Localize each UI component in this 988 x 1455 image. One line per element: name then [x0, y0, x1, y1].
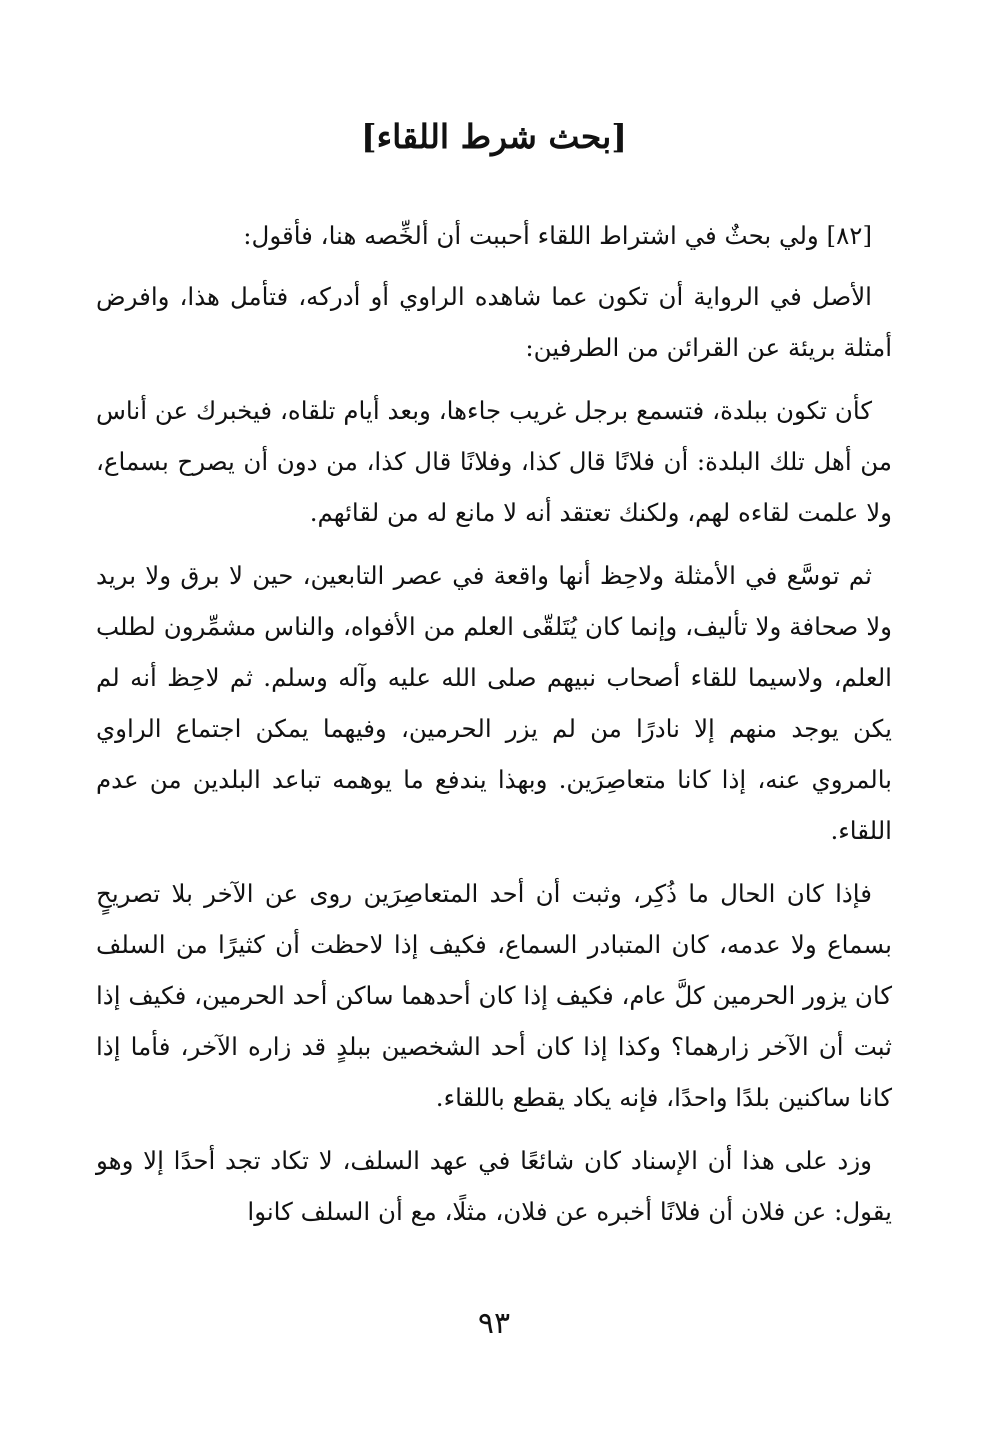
paragraph: الأصل في الرواية أن تكون عما شاهده الراوي أو أدركه، فتأمل هذا، وافرض أمثلة بريئة عن القرائن من الطرفين: [96, 282, 892, 362]
page-number: ٩٣ [477, 1306, 511, 1341]
section-heading: [بحث شرط اللقاء] [361, 117, 627, 156]
paragraph: كأن تكون ببلدة، فتسمع برجل غريب جاءها، وبعد أيام تلقاه، فيخبرك عن أناس من أهل تلك البلدة: أن فلانًا قال كذا، وفلانًا قال كذا، من دون أن يصرح بسماع، ولا علمت لقاءه لهم، ولكنك تعتقد أنه لا مانع له من لقائهم. [96, 396, 892, 527]
paragraph: وزد على هذا أن الإسناد كان شائعًا في عهد السلف، لا تكاد تجد أحدًا إلا وهو يقول: عن فلان أن فلانًا أخبره عن فلان، مثلًا، مع أن السلف كانوا [96, 1146, 892, 1226]
body-text [96, 210, 892, 1249]
paragraph: فإذا كان الحال ما ذُكِر، وثبت أن أحد المتعاصِرَين روى عن الآخر بلا تصريحٍ بسماع ولا عدمه، كان المتبادر السماع، فكيف إذا لاحظت أن كثيرًا من السلف كان يزور الحرمين كلَّ عام، فكيف إذا كان أحدهما ساكن أحد الحرمين، فكيف إذا ثبت أن الآخر زارهما؟ وكذا إذا كان أحد الشخصين ببلدٍ قد زاره الآخر، فأما إذا كانا ساكنين بلدًا واحدًا، فإنه يكاد يقطع باللقاء. [96, 879, 892, 1112]
paragraph: ثم توسَّع في الأمثلة ولاحِظ أنها واقعة في عصر التابعين، حين لا برق ولا بريد ولا صحافة ولا تأليف، وإنما كان يُتَلقّى العلم من الأفواه، والناس مشمِّرون لطلب العلم، ولاسيما للقاء أصحاب نبيهم صلى الله عليه وآله وسلم. ثم لاحِظ أنه لم يكن يوجد منهم إلا نادرًا من لم يزر الحرمين، وفيهما يمكن اجتماع الراوي بالمروي عنه، إذا كانا متعاصِرَين. وبهذا يندفع ما يوهمه تباعد البلدين من عدم اللقاء. [96, 561, 892, 845]
paragraph: [٨٢] ولي بحثٌ في اشتراط اللقاء أحببت أن ألخِّصه هنا، فأقول: [243, 221, 872, 250]
